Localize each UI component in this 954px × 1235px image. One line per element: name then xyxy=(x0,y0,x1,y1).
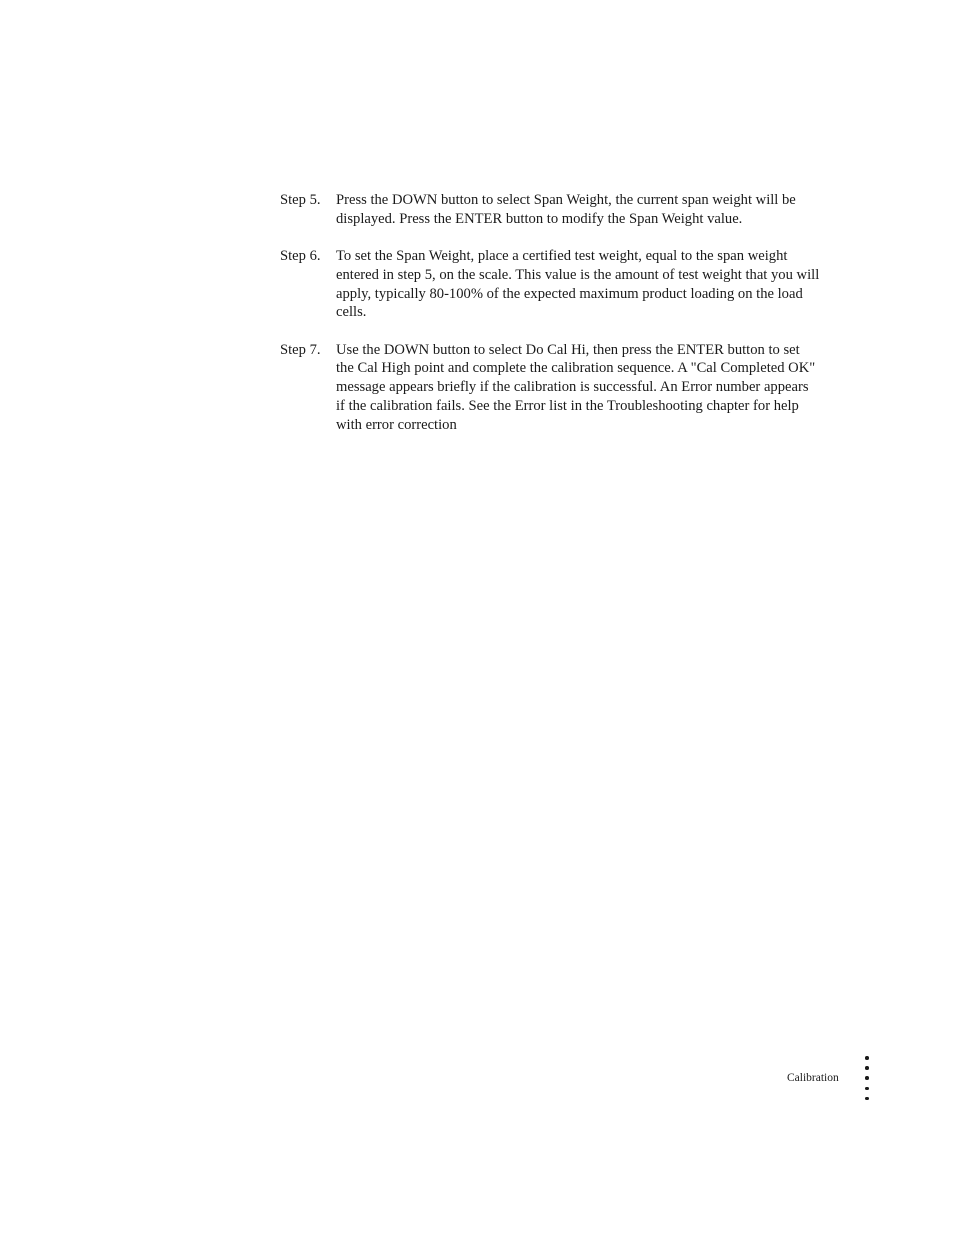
step-label: Step 5. xyxy=(280,192,321,208)
step-label: Step 7. xyxy=(280,341,321,358)
dot-icon xyxy=(865,1076,869,1080)
step-text: To set the Span Weight, place a certified test weight, equal to the span weight entered in step 5, on the scale. This value is the amount of test weight that you will apply, typically 80-100% of the expected maximum product loading on the load cells. xyxy=(336,247,820,321)
dot-icon xyxy=(865,1087,869,1091)
dot-icon xyxy=(865,1056,869,1060)
procedure-steps xyxy=(280,191,820,453)
step-text: Press the DOWN button to select Span Weight, the current span weight will be displayed. Press the ENTER button to modify the Span Weight value. xyxy=(336,192,796,227)
step-5 xyxy=(280,191,820,229)
step-7 xyxy=(280,341,820,435)
page-edge-dots-icon xyxy=(865,1056,871,1107)
step-text: Use the DOWN button to select Do Cal Hi, then press the ENTER button to set the Cal High point and complete the calibration sequence. A "Cal Completed OK" message appears briefly if the calibration is successful. An Error number appears if the calibration fails. See the Error list in the Troubleshooting chapter for help with error correction xyxy=(336,341,816,433)
dot-icon xyxy=(865,1066,869,1070)
step-6 xyxy=(280,247,820,322)
footer-section-label: Calibration xyxy=(787,1072,839,1084)
step-label: Step 6. xyxy=(280,247,321,264)
dot-icon xyxy=(865,1097,869,1101)
